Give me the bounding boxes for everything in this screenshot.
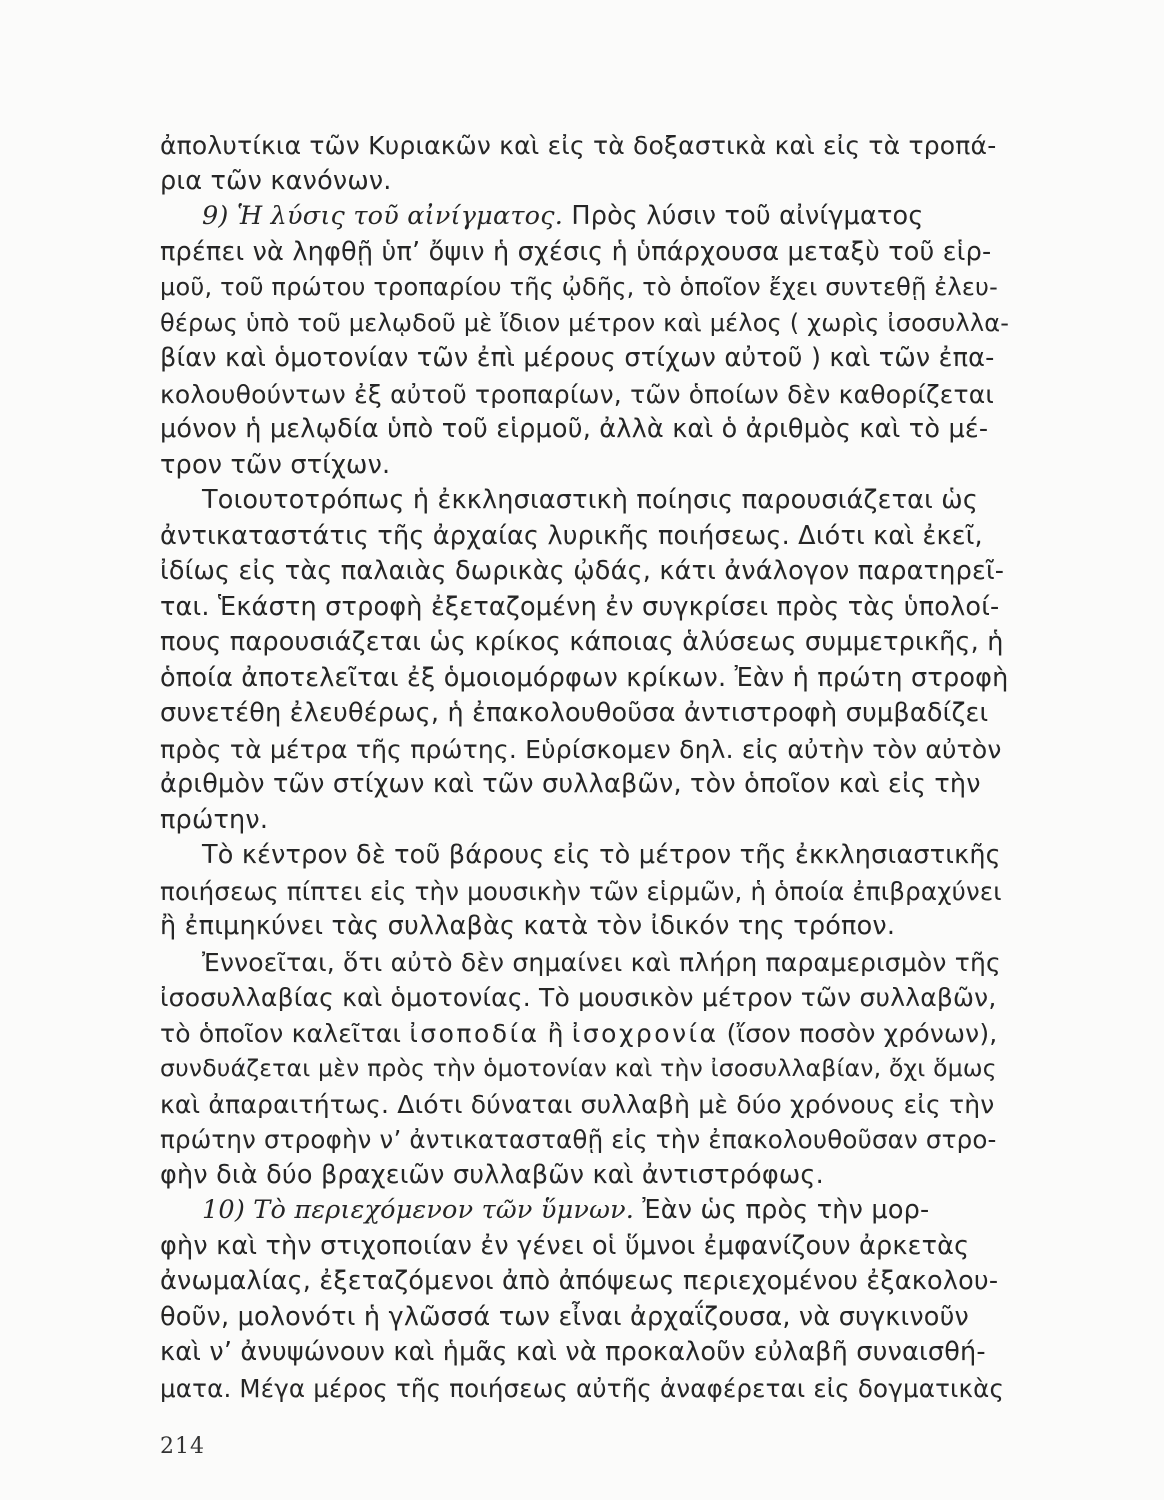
text-line: ματα. Μέγα μέρος τῆς ποιήσεως αὐτῆς ἀναφέρεται εἰς δογματικὰς: [160, 1373, 1005, 1403]
text-line: θοῦν, μολονότι ἡ γλῶσσά των εἶναι ἀρχαΐζουσα, νὰ συγκινοῦν: [160, 1301, 969, 1332]
page-number: 214: [160, 1434, 205, 1459]
text-line: μοῦ, τοῦ πρώτου τροπαρίου τῆς ᾠδῆς, τὸ ὁποῖον ἔχει συντεθῇ ἐλευ-: [160, 273, 998, 301]
body-text: [160, 128, 1010, 1406]
section-heading-9: 9) Ἡ λύσις τοῦ αἰνίγματος.: [202, 201, 564, 231]
text-line: ὁποία ἀποτελεῖται ἐξ ὁμοιομόρφων κρίκων. Ἐὰν ἡ πρώτη στροφὴ: [160, 662, 1009, 693]
text-line: βίαν καὶ ὁμοτονίαν τῶν ἐπὶ μέρους στίχων αὐτοῦ ) καὶ τῶν ἐπα-: [160, 343, 995, 373]
text-line: κολουθούντων ἐξ αὐτοῦ τροπαρίων, τῶν ὁποίων δὲν καθορίζεται: [160, 379, 995, 409]
text-line: ἰσοσυλλαβίας καὶ ὁμοτονίας. Τὸ μουσικὸν μέτρον τῶν συλλαβῶν,: [160, 983, 997, 1012]
text-line: Ἐννοεῖται, ὅτι αὐτὸ δὲν σημαίνει καὶ πλήρη παραμερισμὸν τῆς: [202, 947, 1001, 977]
text-segment: τὸ ὁποῖον καλεῖται: [160, 1018, 410, 1048]
text-line: ἀντικαταστάτις τῆς ἀρχαίας λυρικῆς ποιήσεως. Διότι καὶ ἐκεῖ,: [160, 520, 983, 551]
section-heading-line-10: [160, 1193, 1010, 1229]
text-line: πρώτην.: [160, 804, 269, 835]
text-line: Τὸ κέντρον δὲ τοῦ βάρους εἰς τὸ μέτρον τῆς ἐκκλησιαστικῆς: [202, 840, 1001, 870]
text-line: πρώτην στροφὴν ν’ ἀντικατασταθῇ εἰς τὴν ἐπακολουθοῦσαν στρο-: [160, 1125, 997, 1154]
text-line: Τοιουτοτρόπως ἡ ἐκκλησιαστικὴ ποίησις παρουσιάζεται ὡς: [202, 485, 979, 515]
text-line: ποιήσεως πίπτει εἰς τὴν μουσικὴν τῶν εἱρμῶν, ἡ ὁποία ἐπιβραχύνει: [160, 876, 1002, 906]
text-line: καὶ ν’ ἀνυψώνουν καὶ ἡμᾶς καὶ νὰ προκαλοῦν εὐλαβῆ συναισθή-: [160, 1337, 986, 1367]
term-isopodia: ἰσοποδία: [409, 1018, 540, 1048]
text-line: συνετέθη ἐλευθέρως, ἡ ἐπακολουθοῦσα ἀντιστροφὴ συμβαδίζει: [160, 698, 989, 728]
text-line: ρια τῶν κανόνων.: [160, 165, 392, 196]
text-line-with-terms: [160, 1016, 1010, 1052]
text-line: φὴν καὶ τὴν στιχοποιίαν ἐν γένει οἱ ὕμνοι ἐμφανίζουν ἀρκετὰς: [160, 1230, 970, 1261]
text-line: πους παρουσιάζεται ὡς κρίκος κάποιας ἁλύσεως συμμετρικῆς, ἡ: [160, 627, 1004, 657]
text-line: θέρως ὑπὸ τοῦ μελῳδοῦ μὲ ἴδιον μέτρον καὶ μέλος ( χωρὶς ἰσοσυλλα-: [160, 308, 1010, 337]
text-line: ἀριθμὸν τῶν στίχων καὶ τῶν συλλαβῶν, τὸν ὁποῖον καὶ εἰς τὴν: [160, 769, 981, 799]
text-segment: Πρὸς λύσιν τοῦ αἰνίγματος: [563, 201, 924, 231]
text-line: πρέπει νὰ ληφθῇ ὑπ’ ὄψιν ἡ σχέσις ἡ ὑπάρχουσα μεταξὺ τοῦ εἱρ-: [160, 236, 992, 267]
text-line: ἀνωμαλίας, ἐξεταζόμενοι ἀπὸ ἀπόψεως περιεχομένου ἐξακολου-: [160, 1266, 999, 1296]
text-line: μόνον ἡ μελῳδία ὑπὸ τοῦ εἱρμοῦ, ἀλλὰ καὶ ὁ ἀριθμὸς καὶ τὸ μέ-: [160, 414, 989, 444]
text-line: πρὸς τὰ μέτρα τῆς πρώτης. Εὑρίσκομεν δηλ. εἰς αὐτὴν τὸν αὐτὸν: [160, 734, 1002, 764]
section-heading-line-9: [160, 199, 1010, 235]
text-segment: (ἴσον ποσὸν χρόνων),: [718, 1018, 998, 1048]
text-line: ται. Ἑκάστη στροφὴ ἐξεταζομένη ἐν συγκρίσει πρὸς τὰς ὑπολοί-: [160, 591, 1000, 622]
text-line: τρον τῶν στίχων.: [160, 449, 391, 480]
text-line: ἰδίως εἰς τὰς παλαιὰς δωρικὰς ᾠδάς, κάτι ἀνάλογον παρατηρεῖ-: [160, 556, 1005, 586]
term-isochronia: ἰσοχρονία: [571, 1018, 719, 1048]
text-line: συνδυάζεται μὲν πρὸς τὴν ὁμοτονίαν καὶ τὴν ἰσοσυλλαβίαν, ὄχι ὅμως: [160, 1054, 997, 1082]
text-line: ἀπολυτίκια τῶν Κυριακῶν καὶ εἰς τὰ δοξαστικὰ καὶ εἰς τὰ τροπά-: [160, 131, 997, 160]
text-line: καὶ ἀπαραιτήτως. Διότι δύναται συλλαβὴ μὲ δύο χρόνους εἰς τὴν: [160, 1089, 995, 1119]
text-segment: Ἐὰν ὡς πρὸς τὴν μορ-: [634, 1195, 930, 1225]
text-segment: ἢ: [539, 1018, 572, 1048]
text-line: ἢ ἐπιμηκύνει τὰς συλλαβὰς κατὰ τὸν ἰδικόν της τρόπον.: [160, 911, 896, 941]
section-heading-10: 10) Τὸ περιεχόμενον τῶν ὕμνων.: [202, 1195, 635, 1225]
text-line: φὴν διὰ δύο βραχειῶν συλλαβῶν καὶ ἀντιστρόφως.: [160, 1159, 824, 1190]
